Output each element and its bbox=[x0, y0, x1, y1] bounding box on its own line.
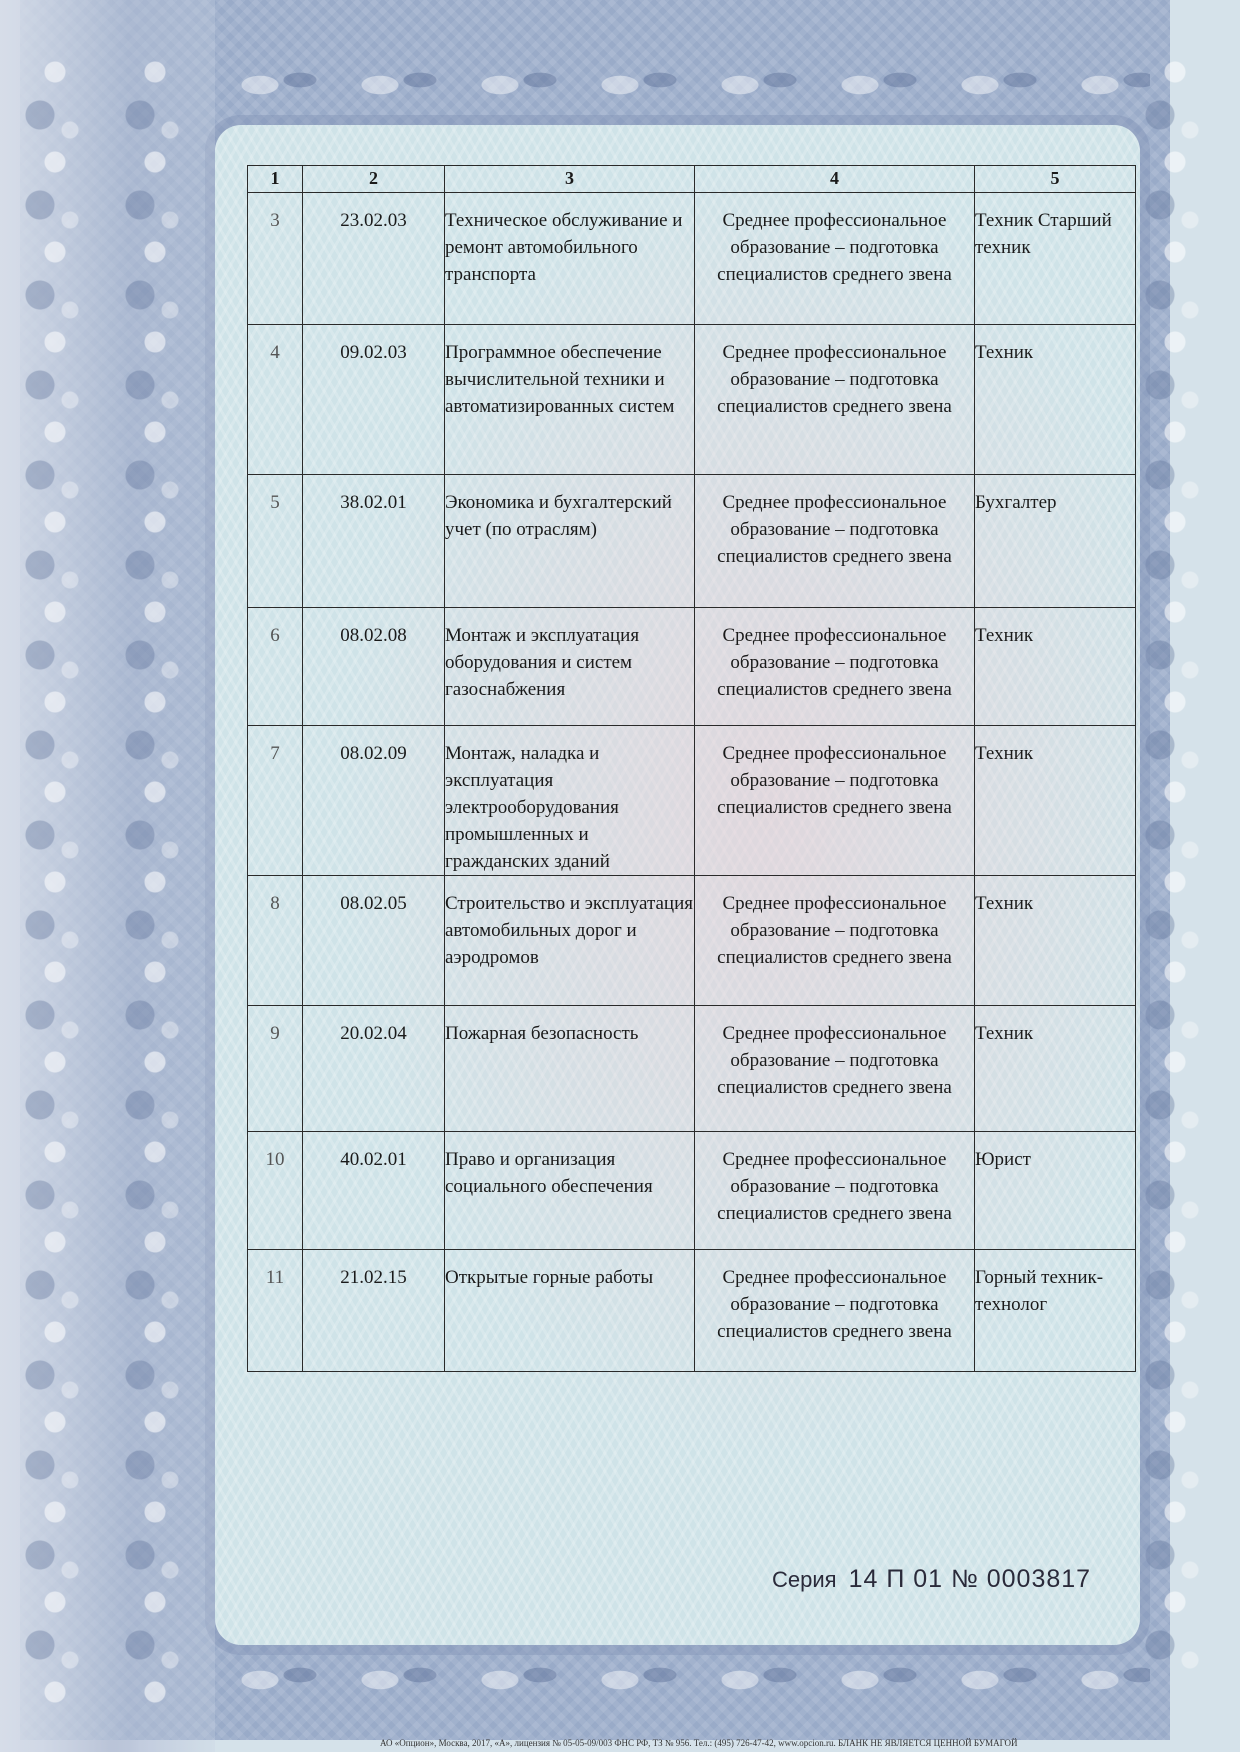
row-number: 10 bbox=[248, 1132, 303, 1250]
qualification: Техник Старший техник bbox=[975, 193, 1136, 325]
program-name: Техническое обслуживание и ремонт автомобильного транспорта bbox=[445, 193, 695, 325]
program-name: Пожарная безопасность bbox=[445, 1006, 695, 1132]
table-header-row bbox=[248, 166, 1136, 193]
education-level: Среднее профессиональное образование – подготовка специалистов среднего звена bbox=[695, 608, 975, 726]
program-code: 08.02.05 bbox=[303, 876, 445, 1006]
qualification: Техник bbox=[975, 608, 1136, 726]
table-row bbox=[248, 325, 1136, 475]
right-ornament-band bbox=[1140, 60, 1210, 1680]
education-level: Среднее профессиональное образование – подготовка специалистов среднего звена bbox=[695, 325, 975, 475]
qualification: Техник bbox=[975, 876, 1136, 1006]
row-number: 9 bbox=[248, 1006, 303, 1132]
program-code: 08.02.08 bbox=[303, 608, 445, 726]
education-level: Среднее профессиональное образование – подготовка специалистов среднего звена bbox=[695, 475, 975, 608]
left-ornament-band-outer bbox=[20, 60, 90, 1710]
education-level: Среднее профессиональное образование – подготовка специалистов среднего звена bbox=[695, 1250, 975, 1372]
program-name: Открытые горные работы bbox=[445, 1250, 695, 1372]
program-code: 23.02.03 bbox=[303, 193, 445, 325]
table-row bbox=[248, 608, 1136, 726]
row-number: 3 bbox=[248, 193, 303, 325]
series-label: Серия bbox=[772, 1567, 837, 1592]
program-name: Право и организация социального обеспечения bbox=[445, 1132, 695, 1250]
qualification: Горный техник-технолог bbox=[975, 1250, 1136, 1372]
education-level: Среднее профессиональное образование – подготовка специалистов среднего звена bbox=[695, 1132, 975, 1250]
table-row bbox=[248, 726, 1136, 876]
program-name: Экономика и бухгалтерский учет (по отраслям) bbox=[445, 475, 695, 608]
row-number: 8 bbox=[248, 876, 303, 1006]
program-name: Программное обеспечение вычислительной техники и автоматизированных систем bbox=[445, 325, 695, 475]
left-ornament-band-inner bbox=[120, 60, 190, 1710]
program-code: 21.02.15 bbox=[303, 1250, 445, 1372]
program-code: 38.02.01 bbox=[303, 475, 445, 608]
row-number: 7 bbox=[248, 726, 303, 876]
program-name: Монтаж и эксплуатация оборудования и систем газоснабжения bbox=[445, 608, 695, 726]
column-header-1: 1 bbox=[248, 166, 303, 193]
education-level: Среднее профессиональное образование – подготовка специалистов среднего звена bbox=[695, 726, 975, 876]
program-code: 08.02.09 bbox=[303, 726, 445, 876]
table-row bbox=[248, 876, 1136, 1006]
bottom-ornament-band bbox=[210, 1645, 1150, 1715]
qualification: Техник bbox=[975, 325, 1136, 475]
qualification: Техник bbox=[975, 1006, 1136, 1132]
column-header-4: 4 bbox=[695, 166, 975, 193]
row-number: 5 bbox=[248, 475, 303, 608]
top-ornament-band bbox=[210, 50, 1150, 120]
program-code: 40.02.01 bbox=[303, 1132, 445, 1250]
program-name: Монтаж, наладка и эксплуатация электрооборудования промышленных и гражданских зданий bbox=[445, 726, 695, 876]
table-row bbox=[248, 475, 1136, 608]
programs-table bbox=[247, 165, 1136, 1372]
series-number bbox=[772, 1565, 1091, 1594]
table-row bbox=[248, 1250, 1136, 1372]
education-level: Среднее профессиональное образование – подготовка специалистов среднего звена bbox=[695, 876, 975, 1006]
row-number: 6 bbox=[248, 608, 303, 726]
qualification: Бухгалтер bbox=[975, 475, 1136, 608]
row-number: 4 bbox=[248, 325, 303, 475]
table-row bbox=[248, 193, 1136, 325]
row-number: 11 bbox=[248, 1250, 303, 1372]
program-code: 09.02.03 bbox=[303, 325, 445, 475]
qualification: Юрист bbox=[975, 1132, 1136, 1250]
column-header-2: 2 bbox=[303, 166, 445, 193]
education-level: Среднее профессиональное образование – подготовка специалистов среднего звена bbox=[695, 1006, 975, 1132]
program-code: 20.02.04 bbox=[303, 1006, 445, 1132]
table-row bbox=[248, 1006, 1136, 1132]
qualification: Техник bbox=[975, 726, 1136, 876]
printer-footer: АО «Опцион», Москва, 2017, «А», лицензия № 05-05-09/003 ФНС РФ, ТЗ № 956. Тел.: (495) 726-47-42, www.opcion.ru. БЛАНК НЕ ЯВЛЯЕТСЯ ЦЕННОЙ БУМАГОЙ bbox=[380, 1738, 1018, 1748]
program-name: Строительство и эксплуатация автомобильных дорог и аэродромов bbox=[445, 876, 695, 1006]
education-level: Среднее профессиональное образование – подготовка специалистов среднего звена bbox=[695, 193, 975, 325]
series-value: 14 П 01 № 0003817 bbox=[848, 1565, 1092, 1593]
table-row bbox=[248, 1132, 1136, 1250]
left-page-fold bbox=[0, 0, 215, 1752]
column-header-3: 3 bbox=[445, 166, 695, 193]
column-header-5: 5 bbox=[975, 166, 1136, 193]
